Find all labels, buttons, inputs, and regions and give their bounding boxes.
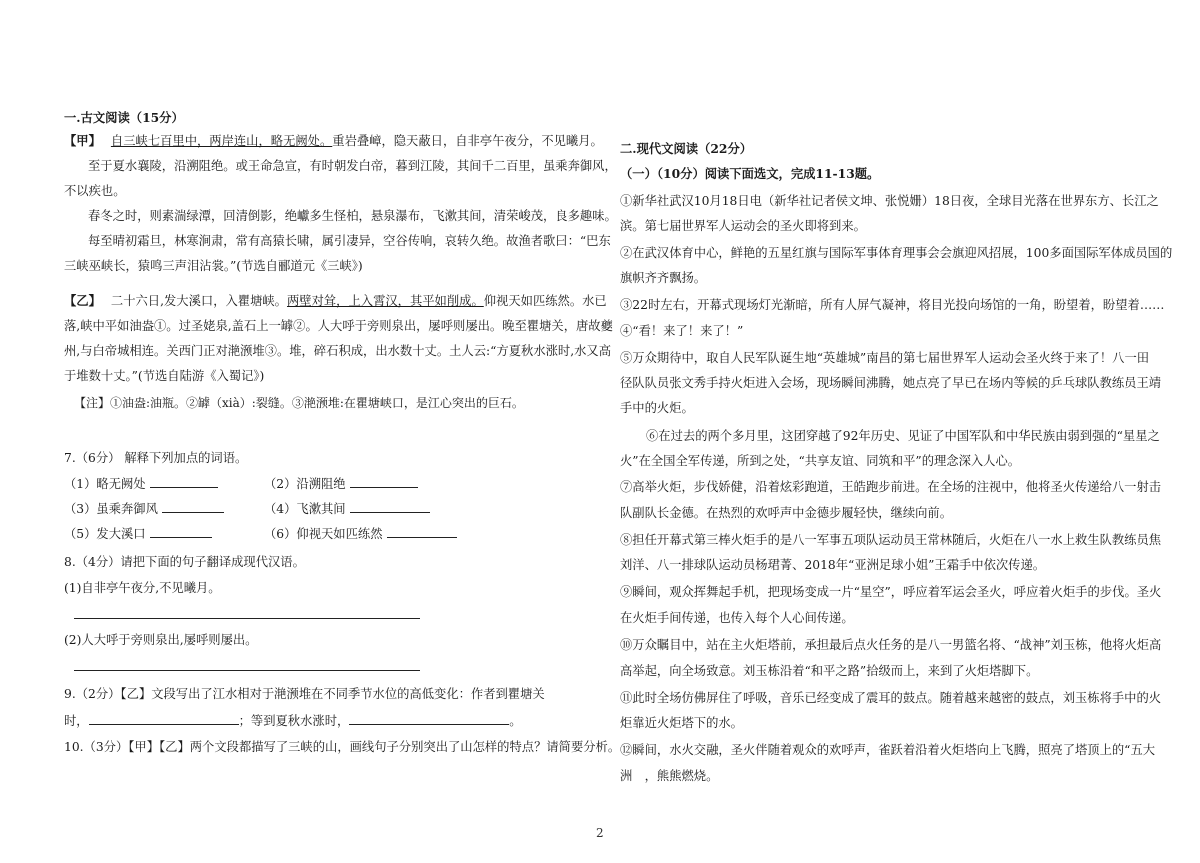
q7-item-text: （5）发大溪口 (64, 527, 146, 541)
article-line: ⑧担任开幕式第三棒火炬手的是八一军事五项队运动员王常林随后，火炬在八一水上救生队教练员焦 (620, 533, 1162, 547)
q8-sentence-2: (2)人大呼于旁则泉出,屡呼则屡出。 (64, 633, 258, 647)
article-line: ④“看！来了！来了！” (620, 324, 744, 338)
q8-sentence-1: (1)自非亭午夜分,不见曦月。 (64, 581, 221, 595)
passage-jia-line-3: 不以疾也。 (64, 184, 126, 198)
q7-item-text: （2）沿溯阻绝 (264, 477, 346, 491)
passage-jia-line-1 (64, 133, 603, 149)
page-number: 2 (596, 826, 604, 840)
article-line: ⑤万众期待中，取自人民军队诞生地“英雄城”南昌的第七届世界军人运动会圣火终于来了！八一田 (620, 351, 1150, 365)
article-line: ②在武汉体育中心，鲜艳的五星红旗与国际军事体育理事会会旗迎风招展，100多面国际军体成员国的 (620, 246, 1173, 260)
q7-item-text: （1）略无阙处 (64, 477, 146, 491)
answer-blank[interactable] (150, 475, 218, 488)
text-fragment: 时， (64, 714, 89, 728)
question-9: 9.（2分）【乙】文段写出了江水相对于滟滪堆在不同季节水位的高低变化：作者到瞿塘关 (64, 687, 545, 701)
article-line: 旗帜齐齐飘扬。 (620, 271, 707, 285)
article-line: ⑩万众瞩目中，站在主火炬塔前，承担最后点火任务的是八一男篮名将、“战神”刘玉栋，他将火炬高 (620, 638, 1162, 652)
article-line: 炬靠近火炬塔下的水。 (620, 716, 743, 730)
article-line: 火”在全国全军传递，所到之处，“共享友谊、同筑和平”的理念深入人心。 (620, 454, 1021, 468)
annotation-note: 【注】①油盎:油瓶。②罅（xià）:裂缝。③滟滪堆:在瞿塘峡口，是江心突出的巨石。 (74, 396, 524, 410)
q7-item-5 (64, 525, 212, 542)
passage-yi-line-2: 落,峡中平如油盎①。过圣姥泉,盖石上一罅②。人大呼于旁则泉出，屡呼则屡出。晚至瞿塘关，唐故夔 (64, 319, 613, 333)
article-line: ⑫瞬间，水火交融，圣火伴随着观众的欢呼声，雀跃着沿着火炬塔向上飞腾，照亮了塔顶上的“五大 (620, 743, 1156, 757)
text-fragment: 。 (509, 714, 522, 728)
question-9-blanks (64, 712, 522, 729)
passage-jia-label: 【甲】 (64, 133, 101, 148)
question-8: 8.（4分）请把下面的句子翻译成现代汉语。 (64, 555, 305, 569)
section-title-modern: 二.现代文阅读（22分） (620, 141, 753, 156)
article-line: 滨。第七届世界军人运动会的圣火即将到来。 (620, 219, 866, 233)
article-line: ③22时左右，开幕式现场灯光渐暗，所有人屏气凝神，将目光投向场馆的一角，盼望着，盼望着…… (620, 298, 1165, 312)
q7-item-4 (264, 500, 430, 517)
article-line: 队副队长金德。在热烈的欢呼声中金德步履轻快，继续向前。 (620, 506, 953, 520)
passage-yi-line-1 (64, 293, 607, 309)
answer-blank[interactable] (349, 712, 509, 725)
q7-item-2 (264, 475, 418, 492)
section-title-classical: 一.古文阅读（15分） (64, 110, 184, 125)
text-fragment: 二十六日,发大溪口，入瞿塘峡。 (110, 294, 287, 308)
article-line: 洲 ，熊熊燃烧。 (620, 769, 719, 783)
passage-jia-line-2: 至于夏水襄陵，沿溯阻绝。或王命急宣，有时朝发白帝，暮到江陵，其间千二百里，虽乘奔御风， (88, 159, 617, 173)
q7-item-text: （4）飞漱其间 (264, 502, 346, 516)
text-fragment: 重岩叠嶂，隐天蔽日，自非亭午夜分，不见曦月。 (332, 134, 603, 148)
passage-yi-line-4: 于堆数十丈。”(节选自陆游《入蜀记》) (64, 369, 265, 383)
question-7: 7.（6分） 解释下列加点的词语。 (64, 451, 248, 465)
article-line: 手中的火炬。 (620, 401, 694, 415)
article-line: ⑥在过去的两个多月里，这团穿越了92年历史、见证了中国军队和中华民族由弱到强的“星星之 (646, 429, 1160, 443)
article-line: 在火炬手间传递，也传入每个人心间传递。 (620, 611, 854, 625)
answer-blank[interactable] (350, 500, 430, 513)
text-fragment: 仰视天如匹练然。水已 (483, 294, 607, 308)
sub-section-title: （一）（10分）阅读下面选文，完成11-13题。 (620, 166, 880, 181)
q7-item-3 (64, 500, 224, 517)
answer-blank[interactable] (150, 525, 212, 538)
article-line: ⑨瞬间，观众挥舞起手机，把现场变成一片“星空”，呼应着军运会圣火，呼应着火炬手的步伐。圣火 (620, 585, 1162, 599)
answer-line-8-1[interactable] (74, 618, 420, 619)
answer-blank[interactable] (387, 525, 457, 538)
article-line: ①新华社武汉10月18日电（新华社记者侯文坤、张悦姗）18日夜，全球目光落在世界东方、长江之 (620, 194, 1159, 208)
q7-item-6 (264, 525, 457, 542)
q7-item-text: （3）虽乘奔御风 (64, 502, 158, 516)
answer-blank[interactable] (89, 712, 239, 725)
passage-jia-line-5: 每至晴初霜旦，林寒涧肃，常有高猿长啸，属引凄异，空谷传响，哀转久绝。故渔者歌曰：“巴东 (88, 234, 611, 248)
text-fragment: ；等到夏秋水涨时， (238, 714, 350, 728)
article-line: ⑦高举火炬，步伐娇健，沿着炫彩跑道，王皓跑步前进。在全场的注视中，他将圣火传递给八一射击 (620, 480, 1162, 494)
answer-line-8-2[interactable] (74, 670, 420, 671)
passage-jia-line-4: 春冬之时，则素湍绿潭，回清倒影，绝巘多生怪柏，悬泉瀑布，飞漱其间，清荣峻茂，良多趣味。 (88, 209, 617, 223)
underlined-sentence-yi: 两壁对耸，上入霄汉，其平如削成。 (286, 294, 484, 308)
passage-yi-label: 【乙】 (64, 293, 101, 308)
passage-jia-line-6: 三峡巫峡长，猿鸣三声泪沾裳。”(节选自郦道元《三峡》) (64, 259, 363, 273)
answer-blank[interactable] (350, 475, 418, 488)
passage-yi-line-3: 州,与白帝城相连。关西门正对滟滪堆③。堆，碎石积成，出水数十丈。土人云:“方夏秋水涨时,水又高 (64, 344, 612, 358)
answer-blank[interactable] (162, 500, 224, 513)
q7-item-1 (64, 475, 218, 492)
q7-item-text: （6）仰视天如匹练然 (264, 527, 383, 541)
article-line: 径队队员张文秀手持火炬进入会场，现场瞬间沸腾，她点亮了早已在场内等候的乒乓球队教练员王靖 (620, 376, 1162, 390)
article-line: 刘洋、八一排球队运动员杨珺菁、2018年“亚洲足球小姐”王霜手中依次传递。 (620, 558, 1046, 572)
question-10: 10.（3分）【甲】【乙】两个文段都描写了三峡的山，画线句子分别突出了山怎样的特点？请简要分析。 (64, 740, 621, 754)
article-line: ⑪此时全场仿佛屏住了呼吸，音乐已经变成了震耳的鼓点。随着越来越密的鼓点，刘玉栋将手中的火 (620, 691, 1162, 705)
article-line: 高举起，向全场致意。刘玉栋沿着“和平之路”拾级而上，来到了火炬塔脚下。 (620, 664, 1039, 678)
underlined-sentence-jia: 自三峡七百里中，两岸连山，略无阙处。 (110, 134, 333, 148)
